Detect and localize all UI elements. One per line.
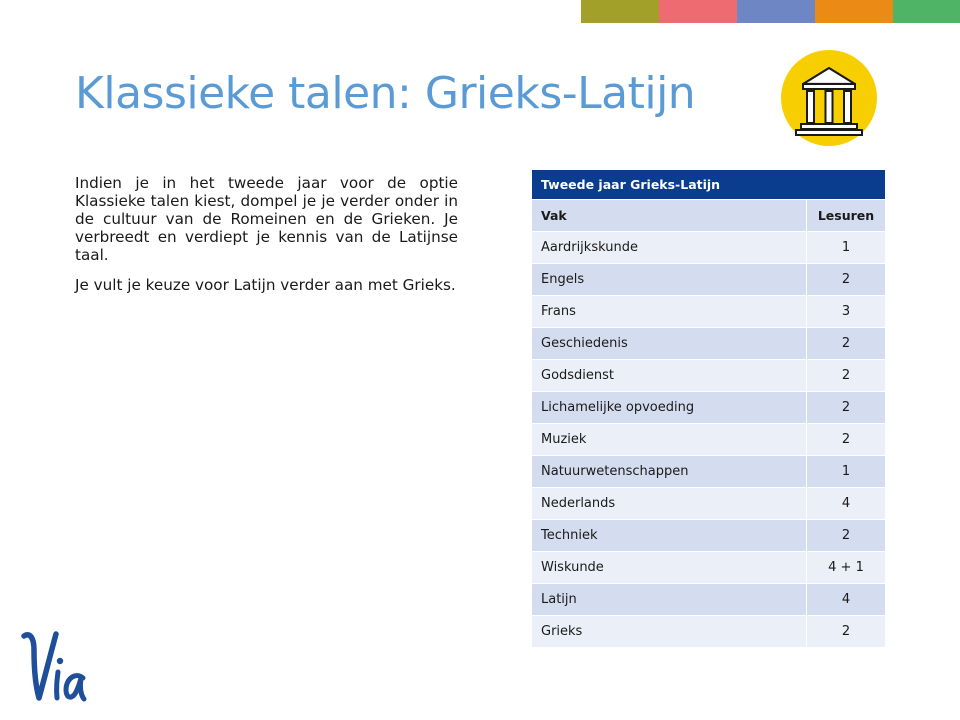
hours-cell: 4	[807, 488, 886, 520]
table-row	[532, 392, 885, 424]
hours-cell: 2	[807, 264, 886, 296]
hours-cell: 4 + 1	[807, 552, 886, 584]
hours-cell: 2	[807, 424, 886, 456]
subject-cell: Latijn	[532, 584, 807, 616]
hours-cell: 3	[807, 296, 886, 328]
header-color-bar	[581, 0, 960, 23]
subject-cell: Geschiedenis	[532, 328, 807, 360]
color-segment-olive	[581, 0, 659, 23]
hours-cell: 2	[807, 616, 886, 648]
table-row	[532, 488, 885, 520]
hours-cell: 4	[807, 584, 886, 616]
intro-text	[75, 174, 458, 306]
color-segment-blue	[737, 0, 815, 23]
hours-cell: 1	[807, 456, 886, 488]
column-header-lesuren: Lesuren	[807, 200, 886, 232]
subject-cell: Frans	[532, 296, 807, 328]
hours-cell: 2	[807, 328, 886, 360]
subject-cell: Techniek	[532, 520, 807, 552]
via-logo-icon	[20, 628, 88, 706]
table-row	[532, 360, 885, 392]
table-row	[532, 328, 885, 360]
table-row	[532, 232, 885, 264]
subject-cell: Grieks	[532, 616, 807, 648]
lesson-hours-table	[532, 170, 885, 648]
temple-icon	[781, 50, 877, 146]
table-row	[532, 456, 885, 488]
table-row	[532, 424, 885, 456]
subject-cell: Lichamelijke opvoeding	[532, 392, 807, 424]
subject-cell: Engels	[532, 264, 807, 296]
subject-cell: Wiskunde	[532, 552, 807, 584]
table-row	[532, 520, 885, 552]
subject-cell: Aardrijkskunde	[532, 232, 807, 264]
subject-cell: Godsdienst	[532, 360, 807, 392]
table-row	[532, 264, 885, 296]
subject-cell: Muziek	[532, 424, 807, 456]
hours-cell: 1	[807, 232, 886, 264]
table-row	[532, 616, 885, 648]
hours-cell: 2	[807, 392, 886, 424]
choice-paragraph: Je vult je keuze voor Latijn verder aan met Grieks.	[75, 276, 456, 294]
subject-cell: Nederlands	[532, 488, 807, 520]
subject-cell: Natuurwetenschappen	[532, 456, 807, 488]
intro-paragraph: Indien je in het tweede jaar voor de optie Klassieke talen kiest, dompel je je verder onder in de cultuur van de Romeinen en de Grieken. Je verbreedt en verdiept je kennis van de Latijnse taal.	[75, 174, 458, 264]
table-row	[532, 584, 885, 616]
color-segment-green	[893, 0, 960, 23]
slide-title: Klassieke talen: Grieks-Latijn	[75, 68, 696, 119]
hours-cell: 2	[807, 360, 886, 392]
table-row	[532, 296, 885, 328]
color-segment-orange	[815, 0, 893, 23]
column-header-vak: Vak	[532, 200, 807, 232]
hours-cell: 2	[807, 520, 886, 552]
color-segment-pink	[659, 0, 737, 23]
table-caption: Tweede jaar Grieks-Latijn	[532, 170, 885, 200]
table-row	[532, 552, 885, 584]
